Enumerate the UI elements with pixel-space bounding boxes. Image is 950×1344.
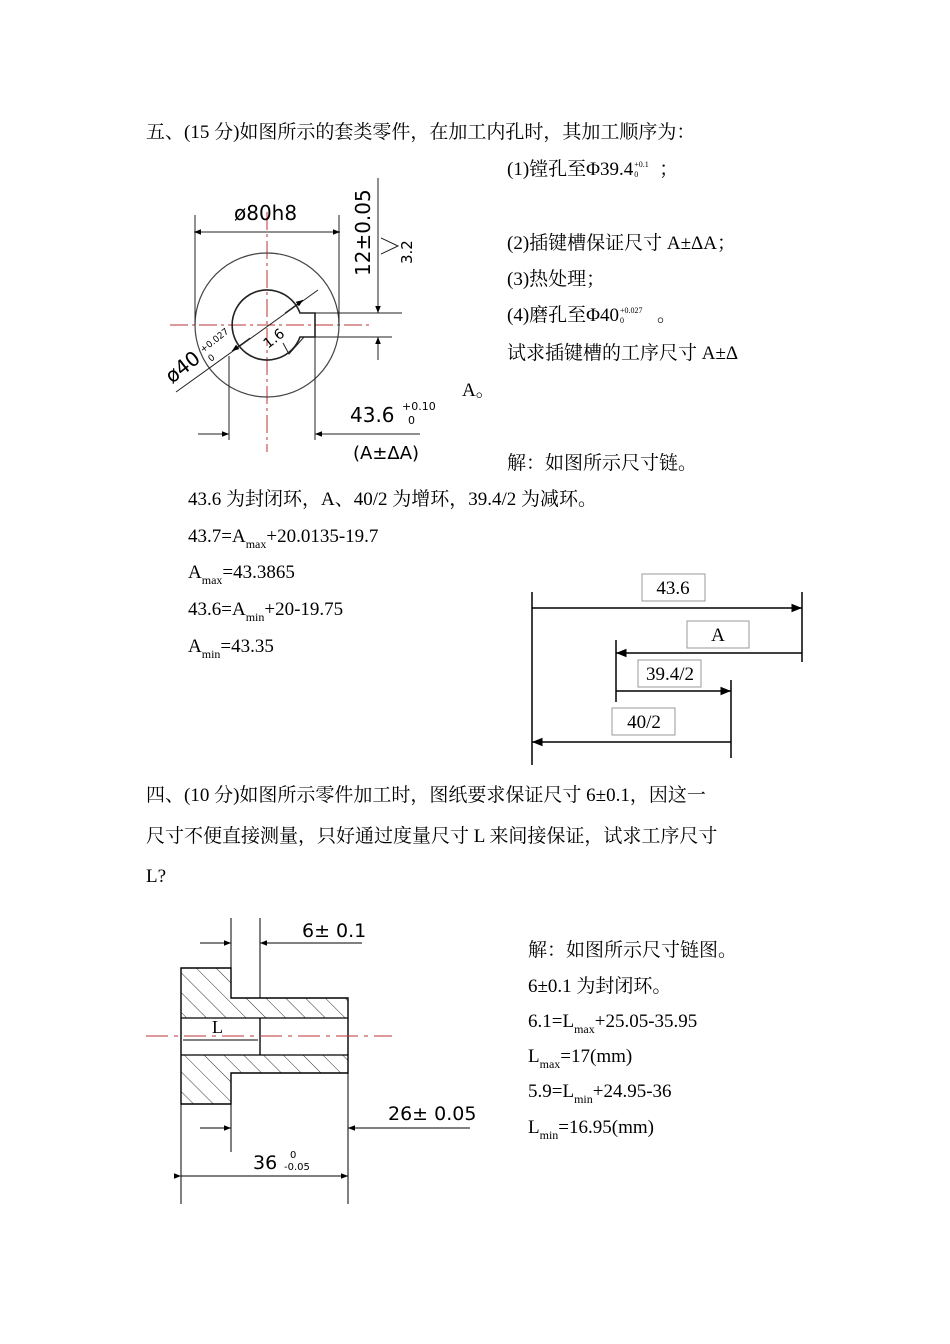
dim-26-label: 26± 0.05 — [388, 1103, 477, 1125]
p4-eq2-sub: max — [539, 1057, 561, 1071]
problem4-title-line1: 四、(10 分)如图所示零件加工时，图纸要求保证尺寸 6±0.1，因这一 — [146, 785, 706, 806]
dim-436-label: 43.6 — [350, 403, 395, 427]
dim-16-label: 1.6 — [260, 325, 289, 353]
eq1-pre: 43.7=A — [188, 526, 246, 547]
eq3-sub: min — [245, 610, 265, 624]
problem4-title-line3: L? — [146, 866, 167, 887]
problem4-solution-line1: 6±0.1 为封闭环。 — [528, 976, 672, 997]
dim-36-tol-upper: 0 — [290, 1150, 297, 1161]
chain-a-label: A — [711, 625, 725, 646]
eq3-pre: 43.6=A — [188, 599, 246, 620]
eq4-pre: A — [188, 636, 202, 657]
eq2-sub: max — [201, 573, 223, 587]
p4-eq3-pre: 5.9=L — [528, 1081, 575, 1102]
problem5-question-line2: A。 — [462, 380, 495, 401]
step1-tol-upper: +0.1 — [634, 160, 649, 169]
dim-36-label: 36 — [253, 1152, 278, 1174]
dim-bore-label: ø40 — [160, 345, 205, 388]
chain-increase-label: 40/2 — [627, 712, 661, 733]
p4-eq1-post: +25.05-35.95 — [594, 1011, 698, 1032]
p4-eq4-sub: min — [539, 1128, 559, 1142]
p4-eq3-post: +24.95-36 — [592, 1081, 672, 1102]
step4-tol-lower: 0 — [620, 316, 625, 325]
problem4-solution-intro: 解：如图所示尺寸链图。 — [528, 940, 738, 961]
p4-eq4-post: =16.95(mm) — [558, 1117, 654, 1138]
problem5-title: 五、(15 分)如图所示的套类零件，在加工内孔时，其加工顺序为： — [146, 122, 696, 143]
eq4-post: =43.35 — [220, 636, 274, 657]
eq2-post: =43.3865 — [222, 562, 295, 583]
p4-eq2-post: =17(mm) — [560, 1046, 633, 1067]
chain-reduce-label: 39.4/2 — [645, 664, 695, 685]
eq4-sub: min — [201, 647, 221, 661]
dim-outer-label: ø80h8 — [234, 201, 298, 225]
bore-tol-upper: +0.027 — [198, 326, 232, 356]
step1-tol-lower: 0 — [634, 170, 639, 179]
dim-a-label: (A±ΔA) — [353, 443, 420, 464]
dim-l-label: L — [212, 1017, 223, 1037]
bore-tol-lower: 0 — [206, 352, 218, 365]
problem5-step3: (3)热处理； — [507, 269, 606, 290]
p4-eq2-pre: L — [528, 1046, 540, 1067]
eq1-sub: max — [245, 537, 267, 551]
p4-eq1-pre: 6.1=L — [528, 1011, 575, 1032]
chain-closed-label: 43.6 — [656, 578, 690, 599]
dim-436-tol-lower: 0 — [408, 414, 415, 427]
p4-eq3-sub: min — [574, 1092, 593, 1106]
problem5-question-line1: 试求插键槽的工序尺寸 A±Δ — [507, 343, 739, 364]
dim-6-label: 6± 0.1 — [302, 920, 367, 942]
p4-eq4-pre: L — [528, 1117, 540, 1138]
problem5-solution-intro: 解：如图所示尺寸链。 — [507, 453, 698, 474]
p4-eq1-sub: max — [574, 1022, 595, 1036]
dim-436-tol-upper: +0.10 — [402, 400, 436, 413]
eq2-pre: A — [188, 562, 202, 583]
dim-12-label: 12±0.05 — [351, 189, 375, 276]
eq3-post: +20-19.75 — [264, 599, 344, 620]
step4-tol-upper: +0.027 — [620, 306, 643, 315]
eq1-post: +20.0135-19.7 — [266, 526, 379, 547]
problem5-solution-line1: 43.6 为封闭环，A、40/2 为增环，39.4/2 为减环。 — [188, 489, 598, 510]
step4-text: (4)磨孔至Φ40 — [507, 305, 620, 326]
roughness-value: 3.2 — [398, 240, 416, 264]
step1-text: (1)镗孔至Φ39.4 — [507, 159, 634, 180]
problem4-title-line2: 尺寸不便直接测量，只好通过度量尺寸 L 来间接保证，试求工序尺寸 — [146, 826, 718, 847]
step4-end: 。 — [657, 305, 677, 326]
step1-end: ； — [659, 159, 679, 180]
problem5-step2: (2)插键槽保证尺寸 A±ΔA； — [507, 233, 736, 254]
dim-36-tol-lower: -0.05 — [284, 1162, 310, 1173]
